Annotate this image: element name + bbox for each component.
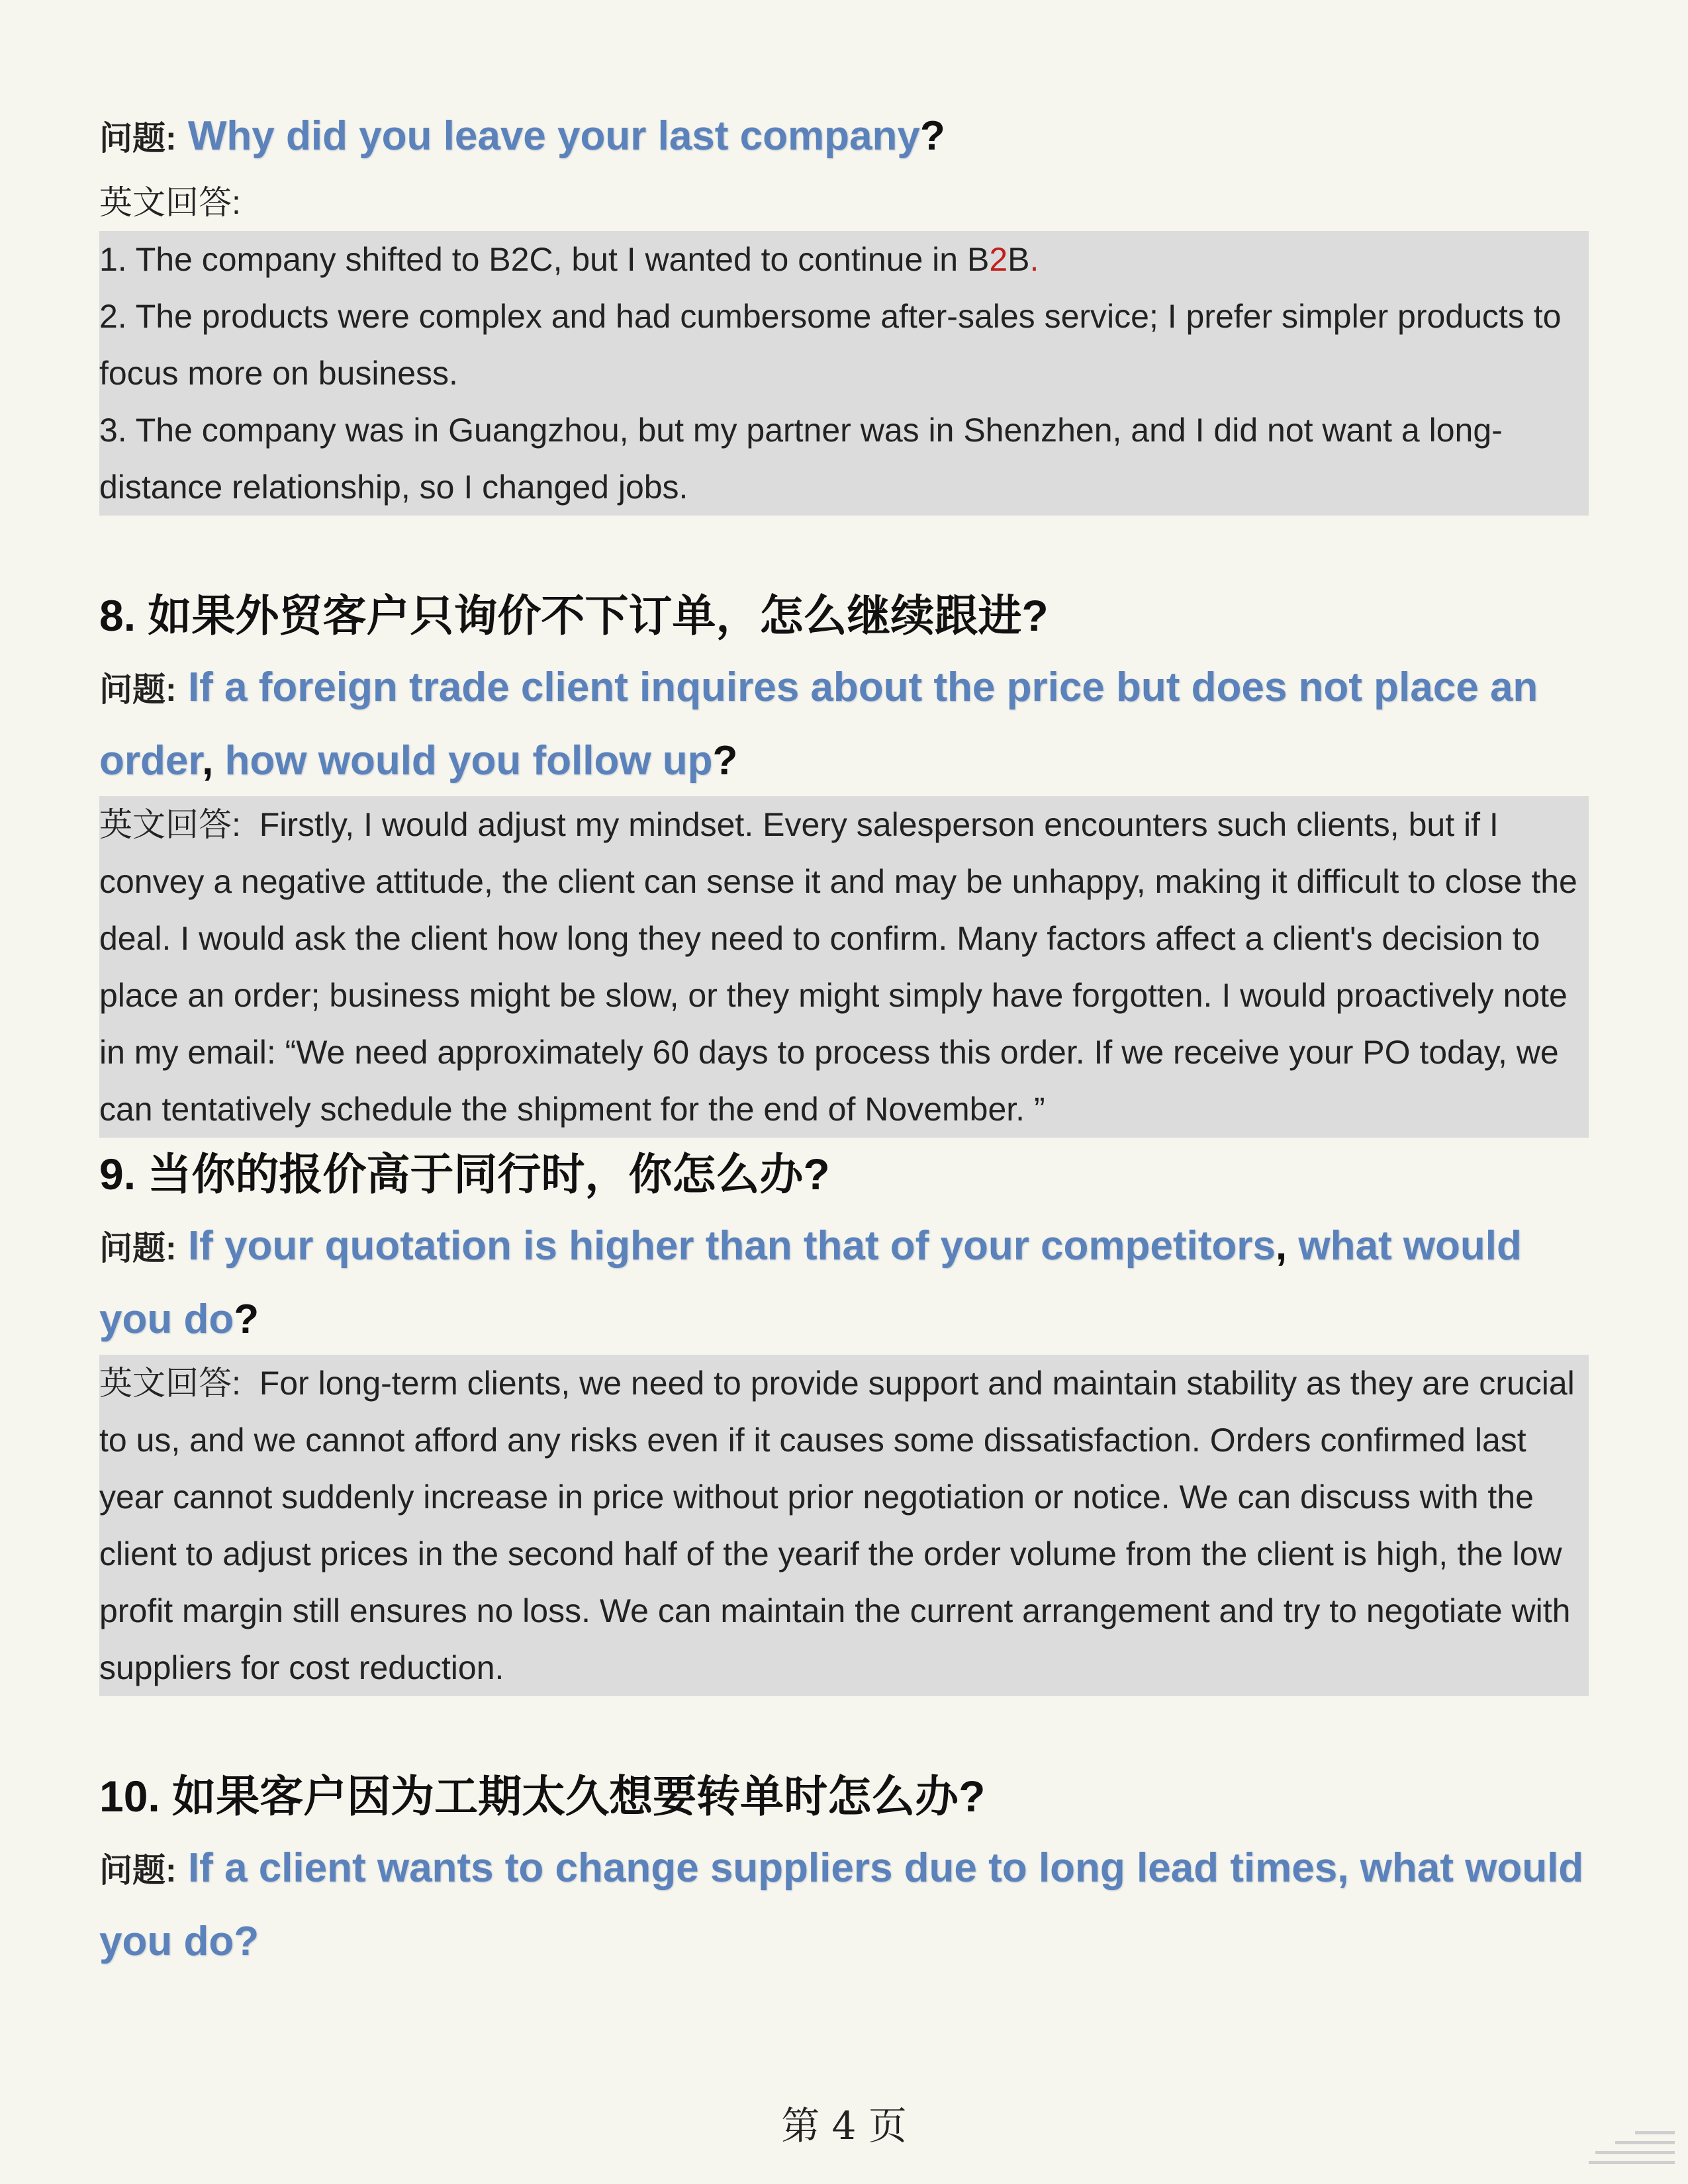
answer-label: 英文回答: xyxy=(99,1365,241,1402)
question-7 xyxy=(99,101,1589,174)
page-number: 第 4 页 xyxy=(781,2103,907,2148)
question-mark: ? xyxy=(919,113,945,159)
question-10-text: If a client wants to change suppliers due to long lead times, what would you do? xyxy=(99,1845,1584,1964)
section-9-heading: 9. 当你的报价高于同行时，你怎么办? xyxy=(99,1150,830,1199)
answer-label: 英文回答: xyxy=(99,184,241,221)
answer-7-item-3: 3. The company was in Guangzhou, but my partner was in Shenzhen, and I did not want a long-distance relationship, so I changed jobs. xyxy=(99,412,1503,506)
question-8: 问题: If a foreign trade client inquires about the price but does not place an order, how would you follow up? xyxy=(99,664,1538,784)
question-8-text-part1: If a foreign trade client inquires about the price but does not place an order xyxy=(99,664,1538,784)
question-prefix: 问题: xyxy=(99,1852,177,1889)
answer-8-box xyxy=(99,796,1589,1138)
answer-7-item-2: 2. The products were complex and had cumbersome after-sales service; I prefer simpler products to focus more on business. xyxy=(99,298,1562,392)
answer-7-item-1: 1. The company shifted to B2C, but I wanted to continue in B2B. xyxy=(99,241,1039,278)
answer-label: 英文回答: xyxy=(99,806,241,843)
question-9-text-part1: If your quotation is higher than that of your competitors xyxy=(187,1223,1276,1269)
question-prefix: 问题: xyxy=(99,1230,177,1267)
section-10-heading: 10. 如果客户因为工期太久想要转单时怎么办? xyxy=(99,1772,986,1821)
question-prefix: 问题: xyxy=(99,120,177,157)
question-7-text: Why did you leave your last company xyxy=(187,113,920,159)
section-8-heading: 8. 如果外贸客户只询价不下订单，怎么继续跟进? xyxy=(99,591,1049,640)
question-8-text-part2: how would you follow up xyxy=(224,738,713,784)
page-curl-icon xyxy=(1589,2124,1675,2171)
answer-9-box xyxy=(99,1355,1589,1696)
document-page xyxy=(99,99,1589,1977)
question-10 xyxy=(99,1833,1589,1977)
question-9-text-part2: what would you do xyxy=(99,1223,1522,1342)
answer-9-text: For long-term clients, we need to provide support and maintain stability as they are crucial to us, and we cannot afford any risks even if it causes some dissatisfaction. Orders confirmed last year cannot suddenly increase in price without prior negotiation or notice. We can discuss with the client to adjust prices in the second half of the yearif the order volume from the client is high, the low profit margin still ensures no loss. We can maintain the current arrangement and try to negotiate with suppliers for cost reduction. xyxy=(99,1365,1575,1686)
answer-8-text: Firstly, I would adjust my mindset. Every salesperson encounters such clients, but if I convey a negative attitude, the client can sense it and may be unhappy, making it difficult to close the deal. I would ask the client how long they need to confirm. Many factors affect a client's decision to place an order; business might be slow, or they might simply have forgotten. I would proactively note in my email: “We need approximately 60 days to process this order. If we receive your PO today, we can tentatively schedule the shipment for the end of November. ” xyxy=(99,806,1577,1128)
answer-7-box xyxy=(99,231,1589,516)
question-prefix: 问题: xyxy=(99,671,177,708)
question-9: 问题: If your quotation is higher than that of your competitors, what would you do? xyxy=(99,1223,1522,1342)
